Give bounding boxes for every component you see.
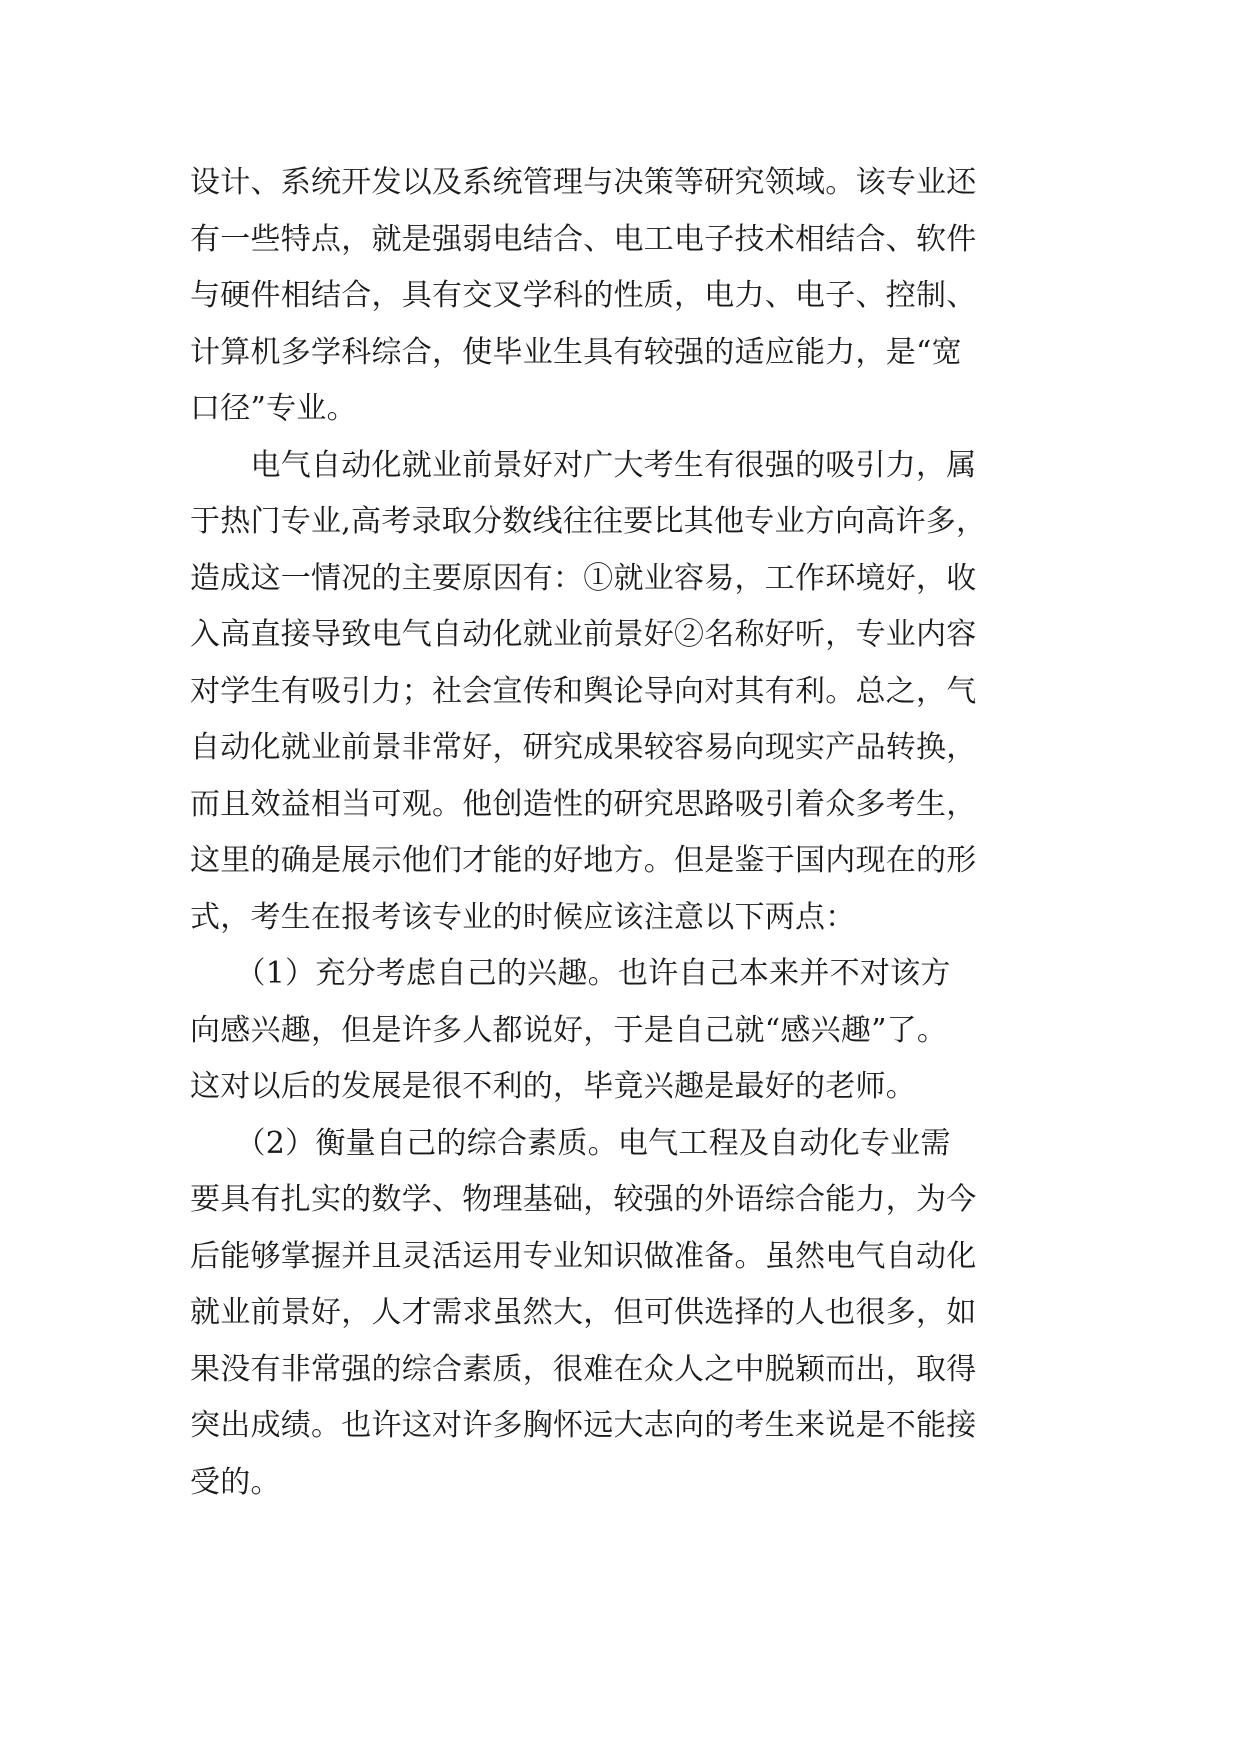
text-line: 突出成绩。也许这对许多胸怀远大志向的考生来说是不能接 [190,1408,977,1443]
text-line: （2）衡量自己的综合素质。电气工程及自动化专业需 [190,1125,951,1161]
text-line: 有一些特点，就是强弱电结合、电工电子技术相结合、软件 [190,221,977,257]
text-line: 设计、系统开发以及系统管理与决策等研究领域。该专业还 [190,165,977,200]
text-line: 要具有扎实的数学、物理基础，较强的外语综合能力，为今 [190,1182,977,1217]
text-line: 这对以后的发展是很不利的，毕竟兴趣是最好的老师。 [190,1069,916,1104]
text-line: 与硬件相结合，具有交叉学科的性质，电力、电子、控制、 [190,278,977,313]
text-line: 入高直接导致电气自动化就业前景好②名称好听，专业内容 [190,617,977,652]
text-line: 这里的确是展示他们才能的好地方。但是鉴于国内现在的形 [190,843,977,878]
text-line: 对学生有吸引力；社会宣传和舆论导向对其有利。总之，气 [190,673,977,709]
text-line: 造成这一情况的主要原因有：①就业容易，工作环境好，收 [190,560,977,596]
text-line: 口径”专业。 [190,391,357,426]
text-line: （1）充分考虑自己的兴趣。也许自己本来并不对该方 [190,956,951,991]
text-line: 计算机多学科综合，使毕业生具有较强的适应能力，是“宽 [190,334,962,370]
text-line: 自动化就业前景非常好，研究成果较容易向现实产品转换， [190,730,977,765]
body-text [190,155,1070,1511]
text-line: 就业前景好，人才需求虽然大，但可供选择的人也很多，如 [190,1295,977,1330]
text-line: 向感兴趣，但是许多人都说好，于是自己就“感兴趣”了。 [190,1012,948,1048]
text-line: 而且效益相当可观。他创造性的研究思路吸引着众多考生， [190,786,977,822]
text-line: 果没有非常强的综合素质，很难在众人之中脱颖而出，取得 [190,1351,977,1387]
text-line: 式，考生在报考该专业的时候应该注意以下两点： [190,899,856,935]
text-line: 后能够掌握并且灵活运用专业知识做准备。虽然电气自动化 [190,1238,977,1274]
text-line: 于热门专业,高考录取分数线往往要比其他专业方向高许多， [190,504,987,539]
text-line: 电气自动化就业前景好对广大考生有很强的吸引力，属 [190,447,977,483]
text-line: 受的。 [190,1464,281,1500]
